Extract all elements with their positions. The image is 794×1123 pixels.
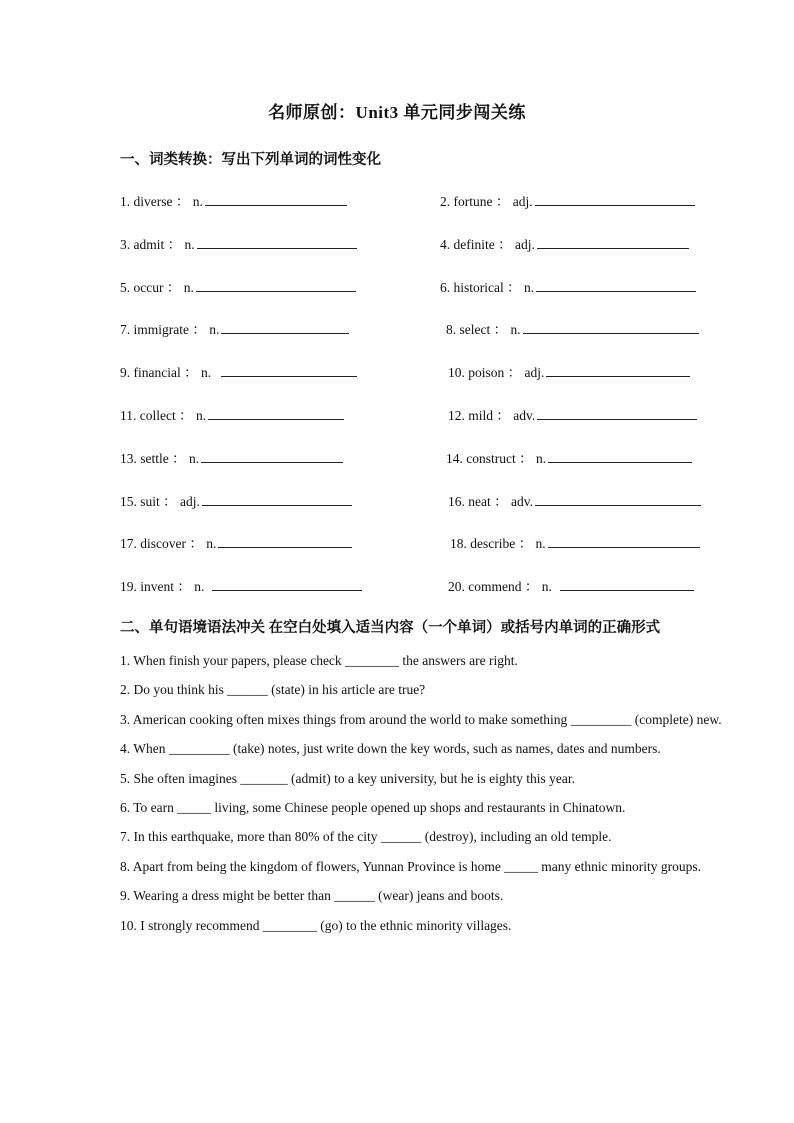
word-item: 17. discover ： n. <box>120 532 352 552</box>
answer-blank[interactable] <box>537 236 689 249</box>
word-row <box>120 404 720 447</box>
answer-blank[interactable] <box>221 364 357 377</box>
word-item: 16. neat ： adv. <box>448 490 701 510</box>
word-item: 7. immigrate ： n. <box>120 318 349 338</box>
word-form-grid <box>120 190 720 618</box>
section-heading-grammar: 二、单句语境语法冲关 在空白处填入适当内容（一个单词）或括号内单词的正确形式 <box>120 620 661 636</box>
answer-blank[interactable] <box>537 407 697 420</box>
answer-blank[interactable] <box>546 364 690 377</box>
sentence-item: 6. To earn _____ living, some Chinese people opened up shops and restaurants in Chinatown. <box>120 800 626 816</box>
word-item: 4. definite ： adj. <box>440 233 689 253</box>
sentence-item: 8. Apart from being the kingdom of flowers, Yunnan Province is home _____ many ethnic minority groups. <box>120 858 702 874</box>
sentence-item: 4. When _________ (take) notes, just write down the key words, such as names, dates and numbers. <box>120 741 661 757</box>
grammar-sentence-list <box>120 646 724 940</box>
sentence-item: 9. Wearing a dress might be better than ______ (wear) jeans and boots. <box>120 888 504 904</box>
answer-blank[interactable] <box>536 279 696 292</box>
answer-blank[interactable] <box>202 493 352 506</box>
answer-blank[interactable] <box>535 493 701 506</box>
word-item: 12. mild ： adv. <box>448 404 697 424</box>
answer-blank[interactable] <box>221 321 349 334</box>
answer-blank[interactable] <box>201 450 343 463</box>
word-row <box>120 575 720 618</box>
sentence-item: 7. In this earthquake, more than 80% of the city ______ (destroy), including an old temple. <box>120 829 612 845</box>
sentence-item: 5. She often imagines _______ (admit) to a key university, but he is eighty this year. <box>120 770 576 786</box>
word-item: 9. financial ： n. <box>120 361 357 381</box>
word-item: 14. construct ： n. <box>446 447 692 467</box>
section-heading-word-forms: 一、词类转换：写出下列单词的词性变化 <box>120 152 381 168</box>
word-row <box>120 190 720 233</box>
word-item: 13. settle ： n. <box>120 447 343 467</box>
sentence-item: 2. Do you think his ______ (state) in his article are true? <box>120 682 426 698</box>
answer-blank[interactable] <box>208 407 344 420</box>
word-item: 10. poison ： adj. <box>448 361 690 381</box>
word-item: 18. describe ： n. <box>450 532 700 552</box>
word-row <box>120 532 720 575</box>
answer-blank[interactable] <box>535 193 695 206</box>
answer-blank[interactable] <box>523 321 699 334</box>
answer-blank[interactable] <box>548 450 692 463</box>
page-title: 名师原创：Unit3 单元同步闯关练 <box>268 103 526 122</box>
word-item: 1. diverse ： n. <box>120 190 347 210</box>
word-item: 19. invent ： n. <box>120 575 362 595</box>
sentence-item: 3. American cooking often mixes things from around the world to make something _________ (complete) new. <box>120 711 722 727</box>
answer-blank[interactable] <box>205 193 347 206</box>
answer-blank[interactable] <box>548 535 700 548</box>
word-row <box>120 447 720 490</box>
word-row <box>120 276 720 319</box>
word-item: 5. occur ： n. <box>120 276 356 296</box>
word-item: 3. admit ： n. <box>120 233 357 253</box>
answer-blank[interactable] <box>196 279 356 292</box>
word-item: 11. collect ： n. <box>120 404 344 424</box>
word-item: 6. historical ： n. <box>440 276 696 296</box>
sentence-item: 10. I strongly recommend ________ (go) to the ethnic minority villages. <box>120 917 512 933</box>
word-row <box>120 490 720 533</box>
word-row <box>120 361 720 404</box>
word-item: 20. commend ： n. <box>448 575 694 595</box>
answer-blank[interactable] <box>560 578 694 591</box>
answer-blank[interactable] <box>212 578 362 591</box>
word-row <box>120 318 720 361</box>
answer-blank[interactable] <box>197 236 357 249</box>
word-item: 2. fortune ： adj. <box>440 190 695 210</box>
sentence-item: 1. When finish your papers, please check ________ the answers are right. <box>120 653 518 668</box>
word-item: 15. suit ： adj. <box>120 490 352 510</box>
word-row <box>120 233 720 276</box>
answer-blank[interactable] <box>218 535 352 548</box>
word-item: 8. select ： n. <box>446 318 699 338</box>
